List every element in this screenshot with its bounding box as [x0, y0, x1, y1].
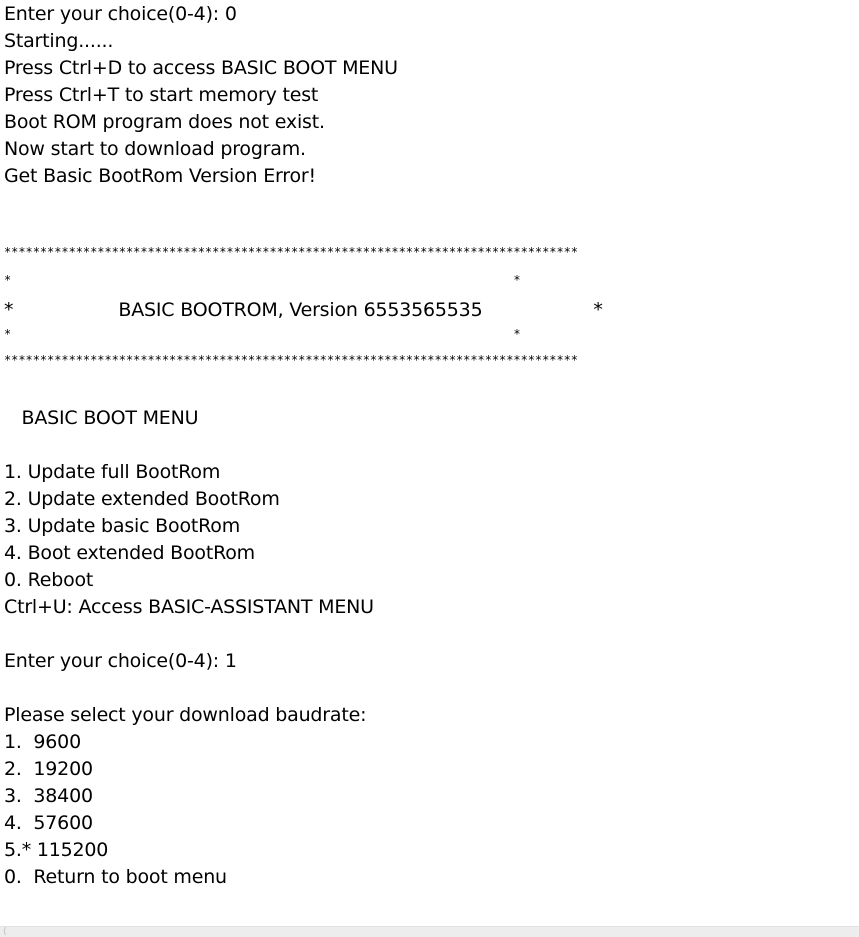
banner-border-bottom: ******************************************************************************** — [4, 353, 578, 367]
terminal-line: Press Ctrl+T to start memory test — [4, 84, 319, 106]
prompt-line: Please select your download baudrate: — [4, 704, 367, 726]
menu-item: Ctrl+U: Access BASIC-ASSISTANT MENU — [4, 596, 374, 618]
terminal-line: Enter your choice(0-4): 0 — [4, 3, 237, 25]
menu-item: 2. Update extended BootRom — [4, 488, 280, 510]
banner-border-side: * * — [4, 327, 521, 341]
baudrate-option: 4. 57600 — [4, 812, 93, 834]
banner-title: * BASIC BOOTROM, Version 6553565535 * — [4, 299, 603, 321]
baudrate-option: 5.* 115200 — [4, 839, 109, 861]
menu-item: 3. Update basic BootRom — [4, 515, 240, 537]
terminal-line: Now start to download program. — [4, 138, 306, 160]
baudrate-option: 3. 38400 — [4, 785, 93, 807]
menu-item: 1. Update full BootRom — [4, 461, 221, 483]
baudrate-option: 2. 19200 — [4, 758, 93, 780]
baudrate-option: 0. Return to boot menu — [4, 866, 227, 888]
menu-item: 4. Boot extended BootRom — [4, 542, 255, 564]
prompt-line: Enter your choice(0-4): 1 — [4, 650, 237, 672]
terminal-line: Boot ROM program does not exist. — [4, 111, 325, 133]
baudrate-option: 1. 9600 — [4, 731, 81, 753]
scroll-left-arrow-icon[interactable]: ⟨ — [3, 927, 7, 937]
banner-border-top: ******************************************************************************** — [4, 245, 578, 259]
terminal-line: Starting...... — [4, 30, 114, 52]
terminal-line: Press Ctrl+D to access BASIC BOOT MENU — [4, 57, 398, 79]
horizontal-scrollbar[interactable] — [0, 926, 859, 937]
menu-item: 0. Reboot — [4, 569, 94, 591]
banner-border-side: * * — [4, 273, 521, 287]
terminal-line: Get Basic BootRom Version Error! — [4, 165, 316, 187]
menu-heading: BASIC BOOT MENU — [4, 407, 199, 429]
